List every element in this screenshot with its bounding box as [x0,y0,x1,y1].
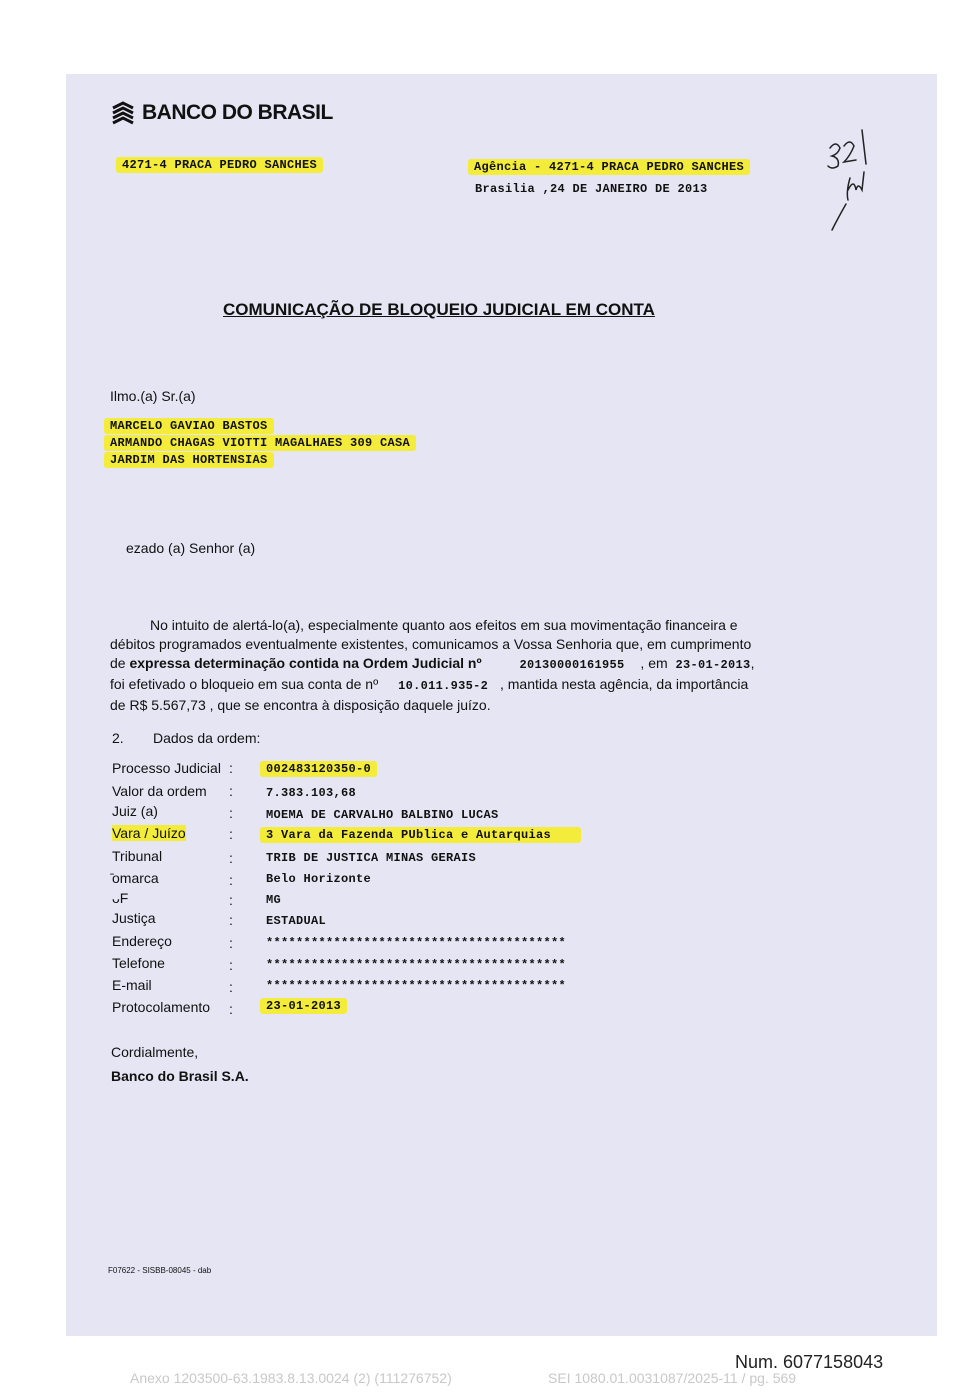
field-label: Telefone [112,955,165,971]
addressee-line: MARCELO GAVIAO BASTOS [104,418,274,434]
document-number: Num. 6077158043 [735,1352,884,1372]
account-number: 10.011.935-2 [398,679,489,693]
field-label: E-mail [112,977,152,993]
banco-do-brasil-emblem-icon [110,100,136,126]
field-value: 002483120350-0 [260,762,377,776]
field-value: **************************************** [266,958,567,972]
section-title: Dados da ordem: [153,730,261,746]
sei-reference: SEI 1080.01.0031087/2025-11 / pg. 569 [548,1370,797,1386]
annex-reference: Anexo 1203500-63.1983.8.13.0024 (2) (111276752) [130,1370,452,1386]
field-value: **************************************** [266,936,567,950]
field-label: Vara / Juízo [112,825,186,841]
field-value: 23-01-2013 [260,999,347,1013]
document-title: COMUNICAÇÃO DE BLOQUEIO JUDICIAL EM CONTA [223,300,655,319]
addressee-block [104,418,416,469]
order-date: 23-01-2013 [675,658,751,672]
field-label: Tribunal [112,848,163,864]
field-label: Protocolamento [112,999,211,1015]
section-number: 2. [112,730,124,746]
field-value: 3 Vara da Fazenda PUblica e Autarquias [260,828,581,842]
order-number: 20130000161955 [519,658,625,672]
branch-left: 4271-4 PRACA PEDRO SANCHES [116,158,323,172]
addressee-line: ARMANDO CHAGAS VIOTTI MAGALHAES 309 CASA [104,435,416,451]
field-value: MG [266,893,282,907]
field-value: 7.383.103,68 [266,786,357,800]
bank-logo [110,100,333,126]
branch-right: Agência - 4271-4 PRACA PEDRO SANCHES [468,160,750,174]
bank-name: BANCO DO BRASIL [142,101,333,124]
greeting: ezado (a) Senhor (a) [126,540,256,556]
field-label: Endereço [112,933,172,949]
svg-text:321: 321 [822,118,824,119]
form-code: F07622 - SISBB-08045 - dab [108,1266,212,1275]
closing-line: Cordialmente, [111,1044,199,1060]
signature-line: Banco do Brasil S.A. [111,1068,249,1084]
field-value: MOEMA DE CARVALHO BALBINO LUCAS [266,808,499,822]
field-label: Juiz (a) [112,803,158,819]
addressee-line: JARDIM DAS HORTENSIAS [104,452,274,468]
field-label: Valor da ordem [112,783,207,799]
field-value: **************************************** [266,979,567,993]
field-label: Justiça [112,910,156,926]
field-label: Processo Judicial [112,760,221,776]
field-value: ESTADUAL [266,914,327,928]
date-line: Brasilia ,24 DE JANEIRO DE 2013 [475,182,708,196]
field-value: Belo Horizonte [266,872,372,886]
salutation: Ilmo.(a) Sr.(a) [110,388,196,404]
handwritten-page-number [822,118,882,243]
field-label: ᴗF [112,890,129,906]
body-paragraph: No intuito de alertá-lo(a), especialmente quanto aos efeitos em sua movimentação financeira e débitos programados eventualmente existentes, comunicamos a Vossa Senhoria que, em cumprimento de expressa determinação contida na Ordem Judicial nº 20130000161955 , em 23-01-2013, foi efetivado o bloqueio em sua conta de nº 10.011.935-2 , mantida nesta agência, da importância de R$ 5.567,73 , que se encontra à disposição daquele juízo. [110,617,755,713]
field-label: ̄omarca [112,870,159,886]
field-value: TRIB DE JUSTICA MINAS GERAIS [266,851,477,865]
